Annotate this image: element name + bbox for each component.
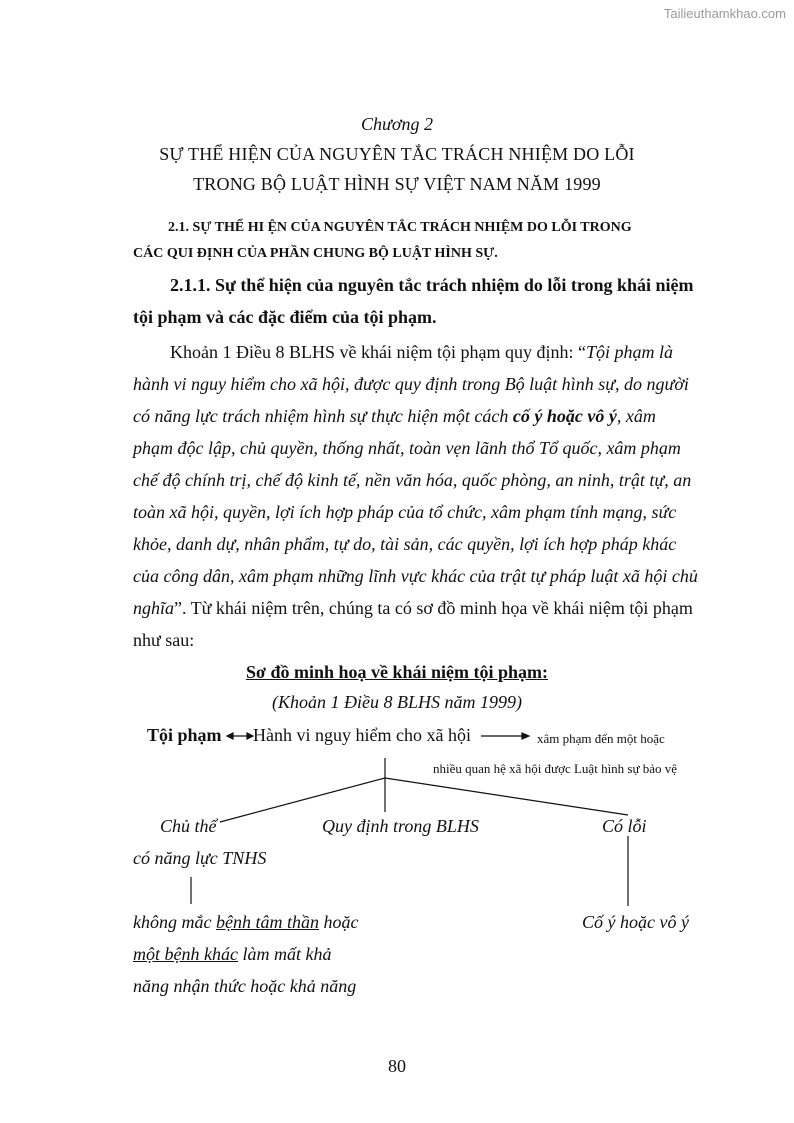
chapter-number: Chương 2 xyxy=(361,114,433,134)
paragraph-line-1-quote: Tội phạm là xyxy=(585,342,673,362)
watermark: Tailieuthamkhao.com xyxy=(663,6,786,21)
diagram-node-fault: Có lỗi xyxy=(602,816,647,836)
diagram-subtitle: (Khoản 1 Điều 8 BLHS năm 1999) xyxy=(272,692,522,712)
paragraph-line-9-italic: nghĩa xyxy=(133,598,175,618)
paragraph-line-8: của công dân, xâm phạm những lĩnh vực khác của trật tự pháp luật xã hội chủ xyxy=(133,566,698,586)
diagram-node-subject: Chủ thể xyxy=(160,816,217,836)
paragraph-line-7: khỏe, danh dự, nhân phẩm, tự do, tài sản, các quyền, lợi ích hợp pháp khác xyxy=(133,534,677,554)
page-number: 80 xyxy=(388,1056,406,1076)
condition-1-a: không mắc xyxy=(133,912,216,932)
paragraph-line-5: chế độ chính trị, chế độ kinh tế, nền văn hóa, quốc phòng, an ninh, trật tự, an xyxy=(133,470,692,490)
diagram-node-crime: Tội phạm xyxy=(147,725,222,745)
double-arrow-right-head xyxy=(247,733,253,739)
paragraph-line-3-emphasis: cố ý hoặc vô ý xyxy=(512,406,617,426)
diagram-node-act: Hành vi nguy hiểm cho xã hội xyxy=(253,725,471,745)
paragraph-line-10: như sau: xyxy=(133,630,195,650)
subsection-heading-line-1: 2.1.1. Sự thể hiện của nguyên tắc trách nhiệm do lỗi trong khái niệm xyxy=(170,275,694,295)
paragraph-line-1-text: Khoản 1 Điều 8 BLHS về khái niệm tội phạm quy định: “ xyxy=(170,342,586,362)
tree-branch-right xyxy=(385,778,628,815)
diagram-node-rule: Quy định trong BLHS xyxy=(322,816,479,836)
diagram-title: Sơ đồ minh hoạ về khái niệm tội phạm: xyxy=(245,662,549,682)
condition-1-c: hoặc xyxy=(318,912,359,932)
subsection-heading-line-2: tội phạm và các đặc điểm của tội phạm. xyxy=(133,307,437,327)
paragraph-line-4: phạm độc lập, chủ quyền, thống nhất, toàn vẹn lãnh thổ Tổ quốc, xâm phạm xyxy=(133,438,681,458)
condition-1-underlined: bệnh tâm thần xyxy=(215,912,319,932)
diagram-condition-line-1 xyxy=(133,912,358,933)
paragraph-line-6: toàn xã hội, quyền, lợi ích hợp pháp của tổ chức, xâm phạm tính mạng, sức xyxy=(133,502,677,522)
diagram-capacity: có năng lực TNHS xyxy=(133,848,267,868)
diagram-infringe-line-1: xâm phạm đến một hoặc xyxy=(537,731,665,746)
double-arrow-left-head xyxy=(227,733,233,739)
chapter-title-line-2: TRONG BỘ LUẬT HÌNH SỰ VIỆT NAM NĂM 1999 xyxy=(193,174,601,194)
chapter-title-line-1: SỰ THỂ HIỆN CỦA NGUYÊN TẮC TRÁCH NHIỆM DO LỖI xyxy=(159,144,635,164)
diagram-infringe-line-2: nhiều quan hệ xã hội được Luật hình sự bảo vệ xyxy=(433,761,678,776)
diagram-condition-line-3: năng nhận thức hoặc khả năng xyxy=(133,976,357,996)
paragraph-line-3-a: có năng lực trách nhiệm hình sự thực hiện một cách xyxy=(133,406,513,426)
section-heading-line-1: 2.1. SỰ THỂ HI ỆN CỦA NGUYÊN TẮC TRÁCH NHIỆM DO LỖI TRONG xyxy=(168,220,632,235)
section-heading-line-2: CÁC QUI ĐỊNH CỦA PHẦN CHUNG BỘ LUẬT HÌNH SỰ. xyxy=(133,246,498,261)
paragraph-line-2: hành vi nguy hiểm cho xã hội, được quy định trong Bộ luật hình sự, do người xyxy=(133,374,689,394)
right-arrow-head xyxy=(522,733,529,739)
diagram-node-intent: Cố ý hoặc vô ý xyxy=(582,912,689,932)
diagram-condition-line-2 xyxy=(133,944,331,965)
condition-2-underlined: một bệnh khác xyxy=(133,944,238,964)
paragraph-line-3-c: , xâm xyxy=(616,406,656,426)
condition-2-b: làm mất khả xyxy=(237,944,332,964)
paragraph-line-9-text: ”. Từ khái niệm trên, chúng ta có sơ đồ minh họa về khái niệm tội phạm xyxy=(174,598,693,618)
